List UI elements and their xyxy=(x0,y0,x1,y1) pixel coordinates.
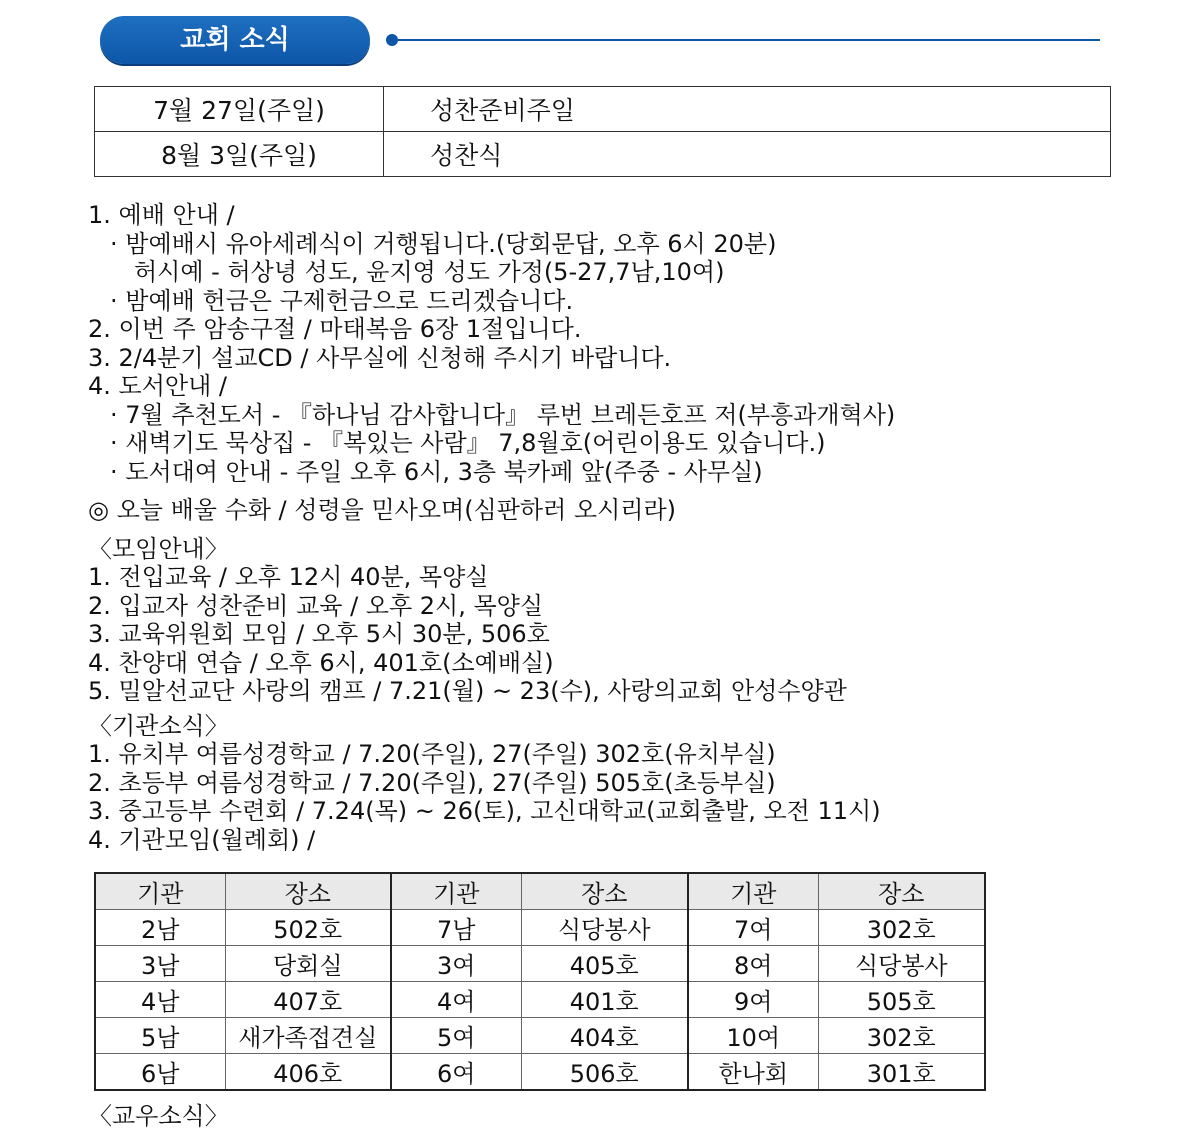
books-item: · 7월 추천도서 - 『하나님 감사합니다』 루번 브레든호프 저(부흥과개혁사) xyxy=(110,400,896,429)
table-cell: 6여 xyxy=(391,1054,521,1091)
table-cell: 7여 xyxy=(688,910,818,946)
table-cell: 5여 xyxy=(391,1018,521,1054)
table-cell: 405호 xyxy=(521,946,688,982)
table-cell: 6남 xyxy=(95,1054,225,1091)
table-cell: 새가족접견실 xyxy=(225,1018,391,1054)
table-cell: 404호 xyxy=(521,1018,688,1054)
table-cell: 식당봉사 xyxy=(818,946,985,982)
org-news-item: 3. 중고등부 수련회 / 7.24(목) ~ 26(토), 고신대학교(교회출발, 오전 11시) xyxy=(88,797,881,825)
column-header: 기관 xyxy=(688,873,818,910)
table-cell: 4여 xyxy=(391,982,521,1018)
table-header-row xyxy=(95,873,985,910)
table-cell: 3여 xyxy=(391,946,521,982)
notice-body xyxy=(88,201,1168,854)
column-header: 장소 xyxy=(818,873,985,910)
recitation-notice: 2. 이번 주 암송구절 / 마태복음 6장 1절입니다. xyxy=(88,315,582,343)
column-header: 기관 xyxy=(95,873,225,910)
meeting-item: 2. 입교자 성찬준비 교육 / 오후 2시, 목양실 xyxy=(88,591,544,620)
table-row xyxy=(95,1054,985,1091)
org-meeting-table xyxy=(94,872,986,1091)
books-title: 4. 도서안내 / xyxy=(88,372,227,400)
table-row xyxy=(95,910,985,946)
table-row xyxy=(95,946,985,982)
meetings-title: 〈모임안내〉 xyxy=(88,534,229,563)
table-cell: 302호 xyxy=(818,910,985,946)
schedule-row xyxy=(95,87,1111,132)
sermon-cd-notice: 3. 2/4분기 설교CD / 사무실에 신청해 주시기 바랍니다. xyxy=(88,343,672,372)
table-cell: 8여 xyxy=(688,946,818,982)
worship-item: · 밤예배 헌금은 구제헌금으로 드리겠습니다. xyxy=(110,286,574,315)
table-cell: 9여 xyxy=(688,982,818,1018)
cutoff-heading: 〈교우소식〉 xyxy=(88,1102,229,1130)
worship-item: 허시예 - 허상녕 성도, 윤지영 성도 가정(5-27,7남,10여) xyxy=(134,258,725,286)
meeting-item: 5. 밀알선교단 사랑의 캠프 / 7.21(월) ~ 23(수), 사랑의교회 안성수양관 xyxy=(88,677,847,705)
table-cell: 3남 xyxy=(95,946,225,982)
schedule-date: 8월 3일(주일) xyxy=(95,132,384,177)
org-news-item: 4. 기관모임(월례회) / xyxy=(88,825,316,854)
table-cell: 당회실 xyxy=(225,946,391,982)
schedule-event: 성찬준비주일 xyxy=(384,87,1111,132)
table-cell: 2남 xyxy=(95,910,225,946)
worship-title: 1. 예배 안내 / xyxy=(88,201,235,229)
table-cell: 한나회 xyxy=(688,1054,818,1091)
section-header xyxy=(100,16,1100,66)
table-cell: 505호 xyxy=(818,982,985,1018)
sign-language-hymn: ◎ 오늘 배울 수화 / 성령을 믿사오며(심판하러 오시리라) xyxy=(88,496,677,524)
worship-item: · 밤예배시 유아세례식이 거행됩니다.(당회문답, 오후 6시 20분) xyxy=(110,229,777,258)
column-header: 기관 xyxy=(391,873,521,910)
table-row xyxy=(95,1018,985,1054)
schedule-table xyxy=(94,86,1111,177)
table-cell: 502호 xyxy=(225,910,391,946)
table-cell: 401호 xyxy=(521,982,688,1018)
meeting-item: 1. 전입교육 / 오후 12시 40분, 목양실 xyxy=(88,563,489,591)
column-header: 장소 xyxy=(225,873,391,910)
org-news-item: 2. 초등부 여름성경학교 / 7.20(주일), 27(주일) 505호(초등부실) xyxy=(88,768,776,797)
table-cell: 식당봉사 xyxy=(521,910,688,946)
books-item: · 도서대여 안내 - 주일 오후 6시, 3층 북카페 앞(주중 - 사무실) xyxy=(110,457,763,486)
table-cell: 506호 xyxy=(521,1054,688,1091)
table-cell: 4남 xyxy=(95,982,225,1018)
table-cell: 302호 xyxy=(818,1018,985,1054)
schedule-date: 7월 27일(주일) xyxy=(95,87,384,132)
schedule-row xyxy=(95,132,1111,177)
books-item: · 새벽기도 묵상집 - 『복있는 사람』 7,8월호(어린이용도 있습니다.) xyxy=(110,429,826,457)
table-cell: 10여 xyxy=(688,1018,818,1054)
table-cell: 406호 xyxy=(225,1054,391,1091)
table-cell: 5남 xyxy=(95,1018,225,1054)
column-header: 장소 xyxy=(521,873,688,910)
header-rule xyxy=(396,39,1100,41)
schedule-event: 성찬식 xyxy=(384,132,1111,177)
table-cell: 7남 xyxy=(391,910,521,946)
table-cell: 301호 xyxy=(818,1054,985,1091)
org-news-title: 〈기관소식〉 xyxy=(88,711,229,740)
meeting-item: 4. 찬양대 연습 / 오후 6시, 401호(소예배실) xyxy=(88,648,554,677)
table-row xyxy=(95,982,985,1018)
org-news-item: 1. 유치부 여름성경학교 / 7.20(주일), 27(주일) 302호(유치부실) xyxy=(88,740,776,768)
meeting-item: 3. 교육위원회 모임 / 오후 5시 30분, 506호 xyxy=(88,620,550,648)
section-title: 교회 소식 xyxy=(100,16,370,64)
table-cell: 407호 xyxy=(225,982,391,1018)
